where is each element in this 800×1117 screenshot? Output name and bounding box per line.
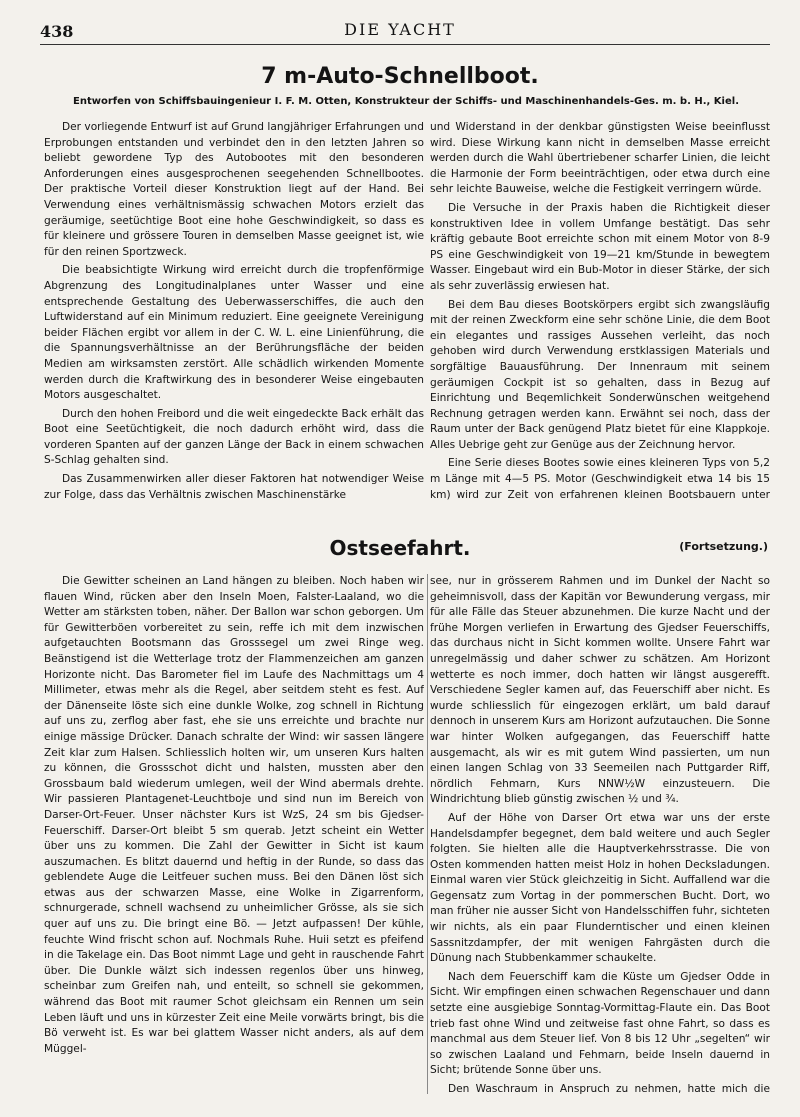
article-byline: Entworfen von Schiffsbauingenieur I. F. M. Otten, Konstrukteur der Schiffs- und Maschinenhandels-Ges. m. b. H., Kiel. — [73, 96, 739, 107]
article1-column-right — [430, 120, 770, 500]
paragraph: see, nur in grösserem Rahmen und im Dunkel der Nacht so geheimnisvoll, dass der Kapitän vor Bewunderung vergass, mir für alle Fälle das Steuer abzunehmen. Die kurze Nacht und der frühe Morgen verliefen in Erwartung des Gjedser Feuerschiffs, das durchaus nicht in Sicht kommen wollte. Unsere Fahrt war unregelmässig und daher schwer zu schätzen. Am Horizont wetterte es noch immer, doch hatten wir längst ausgerefft. Verschiedene Segler kamen auf, das Feuerschiff aber nicht. Es wurde schliesslich für eingezogen erklärt, um bald darauf dennoch in unserem Kurs am Horizont aufzutauchen. Die Sonne war hinter Wolken aufgegangen, das Feuerschiff hatte ausgemacht, als wir es mit gutem Wind passierten, um nun einen langen Schlag von 33 Seemeilen nach Puttgarder Riff, nördlich Fehmarn, Kurs NNW½W einzusteuern. Die Windrichtung blieb günstig zwischen ½ und ¾. — [430, 575, 770, 806]
paragraph: Der vorliegende Entwurf ist auf Grund langjähriger Erfahrungen und Erprobungen entstanden und verbindet den in den letzten Jahren so beliebt gewordene Typ des Autobootes mit den besonderen Anforderungen eines ausgesprochenen seegehenden Schnellbootes. Der praktische Vorteil dieser Konstruktion liegt auf der Hand. Bei Verwendung eines verhältnismässig schwachen Motors erzielt das geräumige, seetüchtige Boot eine hohe Geschwindigkeit, so dass es für kleinere und grössere Touren in demselben Masse geeignet ist, wie für den reinen Sportzweck. — [44, 121, 424, 258]
paragraph: Das Zusammenwirken aller dieser Faktoren hat notwendiger Weise zur Folge, dass das Verhältnis zwischen Maschinenstärke — [44, 473, 424, 500]
header-rule — [40, 44, 770, 45]
continuation-note: (Fortsetzung.) — [679, 540, 768, 553]
article-title: 7 m-Auto-Schnellboot. — [261, 64, 539, 89]
section-title: Ostseefahrt. — [329, 536, 471, 560]
column-divider — [427, 574, 428, 1094]
paragraph: Bei dem Bau dieses Bootskörpers ergibt sich zwangsläufig mit der reinen Zweckform eine sehr schöne Linie, die dem Boot ein elegantes und rassiges Aussehen verleiht, das noch gehoben wird durch Verwendung erstklassigen Materials und sorgfältige Bauausführung. Der Innenraum mit seinem geräumigen Cockpit ist so gehalten, dass in Bezug auf Einrichtung und Beqemlichkeit Sonderwünschen weitgehend Rechnung getragen werden kann. Erwähnt sei noch, dass der Raum unter der Back genügend Platz bietet für eine Klappkoje. Alles Uebrige geht zur Genüge aus der Zeichnung hervor. — [430, 298, 770, 451]
paragraph: Nach dem Feuerschiff kam die Küste um Gjedser Odde in Sicht. Wir empfingen einen schwachen Regenschauer und dann setzte eine ausgiebige Sonntag-Vormittag-Flaute ein. Das Boot trieb fast ohne Wind und zeitweise fast ohne Fahrt, so dass es manchmal aus dem Steuer lief. Von 8 bis 12 Uhr „segelten“ wir so zwischen Laaland und Fehmarn, beide Inseln dauernd in Sicht; brütende Sonne über uns. — [430, 970, 770, 1077]
page-number: 438 — [40, 22, 74, 41]
paragraph: Den Waschraum in Anspruch zu nehmen, hatte mich die — [448, 1083, 770, 1094]
paragraph: Durch den hohen Freibord und die weit eingedeckte Back erhält das Boot eine Seetüchtigkeit, die noch dadurch erhöht wird, dass die vorderen Spanten auf der ganzen Länge der Back in einem schwachen S-Schlag gehalten sind. — [44, 407, 424, 467]
article1-column-left — [44, 120, 424, 500]
paragraph: Die Versuche in der Praxis haben die Richtigkeit dieser konstruktiven Idee in vollem Umfange bestätigt. Das sehr kräftig gebaute Boot erreichte schon mit einem Motor von 8-9 PS eine Geschwindigkeit von 19—21 km/Stunde in bewegtem Wasser. Eingebaut wird ein Bub-Motor in dieser Stärke, der sich als sehr zuverlässig erwiesen hat. — [430, 201, 770, 292]
paragraph: Eine Serie dieses Bootes sowie eines kleineren Typs von 5,2 m Länge mit 4—5 PS. Motor (Geschwindigkeit etwa 14 bis 15 km) wird zur Zeit von erfahrenen kleinen Bootsbauern unter — [430, 457, 770, 500]
article2-column-right — [430, 574, 770, 1094]
paragraph: Die beabsichtigte Wirkung wird erreicht durch die tropfenförmige Abgrenzung des Longitudinalplanes unter Wasser und eine entsprechende Gestaltung des Ueberwasserschiffes, die auch den Luftwiderstand auf ein Minimum reduziert. Eine geeignete Vereinigung beider Flächen ergibt vor allem in der C. W. L. eine Linienführung, die die Spannungsverhältnisse an der Berührungsfläche der beiden Medien am wirksamsten zerstört. Alle schädlich wirkenden Momente werden durch die Kraftwirkung des in besonderer Weise eingebauten Motors ausgeschaltet. — [44, 264, 424, 402]
article2-column-left — [44, 574, 424, 1094]
running-head: DIE YACHT — [344, 20, 456, 39]
paragraph: Auf der Höhe von Darser Ort etwa war uns der erste Handelsdampfer begegnet, dem bald weitere und auch Segler folgten. Sie hielten alle die Hauptverkehrsstrasse. Die von Osten kommenden hatten meist Holz in hohen Decksladungen. Einmal waren vier Stück gleichzeitig in Sicht. Auffallend war die Gegensatz zum Vortag in der pommerschen Bucht. Dort, wo man früher nie ausser Sicht von Handelsschiffen fuhr, sichteten wir nichts, als ein paar Flunderntischer und einen kleinen Sassnitzdampfer, der mit wenigen Fahrgästen durch die Dünung nach Stubbenkammer schaukelte. — [430, 811, 770, 965]
paragraph: Die Gewitter scheinen an Land hängen zu bleiben. Noch haben wir flauen Wind, rücken aber den Inseln Moen, Falster-Laaland, wo die Wetter am stärksten toben, näher. Der Ballon war schon geborgen. Um für Gewitterböen vorbereitet zu sein, reffe ich mit dem inzwischen aufgetauchten Bootsmann das Grosssegel um zwei Ringe weg. Beänstigend ist die Wetterlage trotz der Flammenzeichen am ganzen Horizonte nicht. Das Barometer fiel im Laufe des Nachmittags um 4 Millimeter, etwas mehr als die Regel, aber seitdem steht es fest. Auf der Dänenseite löste sich eine dunkle Wolke, zog schnell in Richtung auf uns zu, zerflog aber fast, ehe sie uns erreichte und brachte nur einige mässige Drücker. Danach schralte der Wind: wir sassen längere Zeit klar zum Halsen. Schliesslich holten wir, um unseren Kurs halten zu können, die Grossschot dicht und halsten, mussten aber den Grossbaum bald wiederum umlegen, weil der Wind abermals drehte. Wir passieren Plantagenet-Leuchtboje und sind nun im Bereich von Darser-Ort-Feuer. Unser nächster Kurs ist WzS, 24 sm bis Gjedser-Feuerschiff. Darser-Ort bleibt 5 sm querab. Jetzt scheint ein Wetter über uns zu kommen. Die Zahl der Gewitter in Sicht ist kaum auszumachen. Es blitzt dauernd und heftig in der Runde, so dass das geblendete Auge die Leitfeuer suchen muss. Bei den Dänen löst sich etwas aus der schwarzen Masse, eine Wolke in Zigarrenform, schnurgerade, schnell wachsend zu unheimlicher Grösse, als sie sich quer auf uns zu. Die bringt eine Bö. — Jetzt aufpassen! Der kühle, feuchte Wind frischt schon auf. Nochmals Ruhe. Huii setzt es pfeifend in die Takelage ein. Das Boot nimmt Lage und geht in rauschende Fahrt über. Die Dunkle wälzt sich indessen regenlos über uns hinweg, scheinbar zum Greifen nah, und enteilt, so schnell sie gekommen, während das Boot mit raumer Schot gleichsam ein Rennen um sein Leben läuft und uns in kürzester Zeit eine Meile vorwärts bringt, bis die Bö verweht ist. Es war bei glattem Wasser nicht anders, als auf dem Müggel- — [44, 575, 424, 1055]
paragraph: und Widerstand in der denkbar günstigsten Weise beeinflusst wird. Diese Wirkung kann nicht in demselben Masse erreicht werden durch die Wahl übertriebener scharfer Linien, die leicht die Harmonie der Form beeinträchtigen, oder etwa durch eine sehr leichte Bauweise, welche die Festigkeit verringern würde. — [430, 121, 770, 196]
